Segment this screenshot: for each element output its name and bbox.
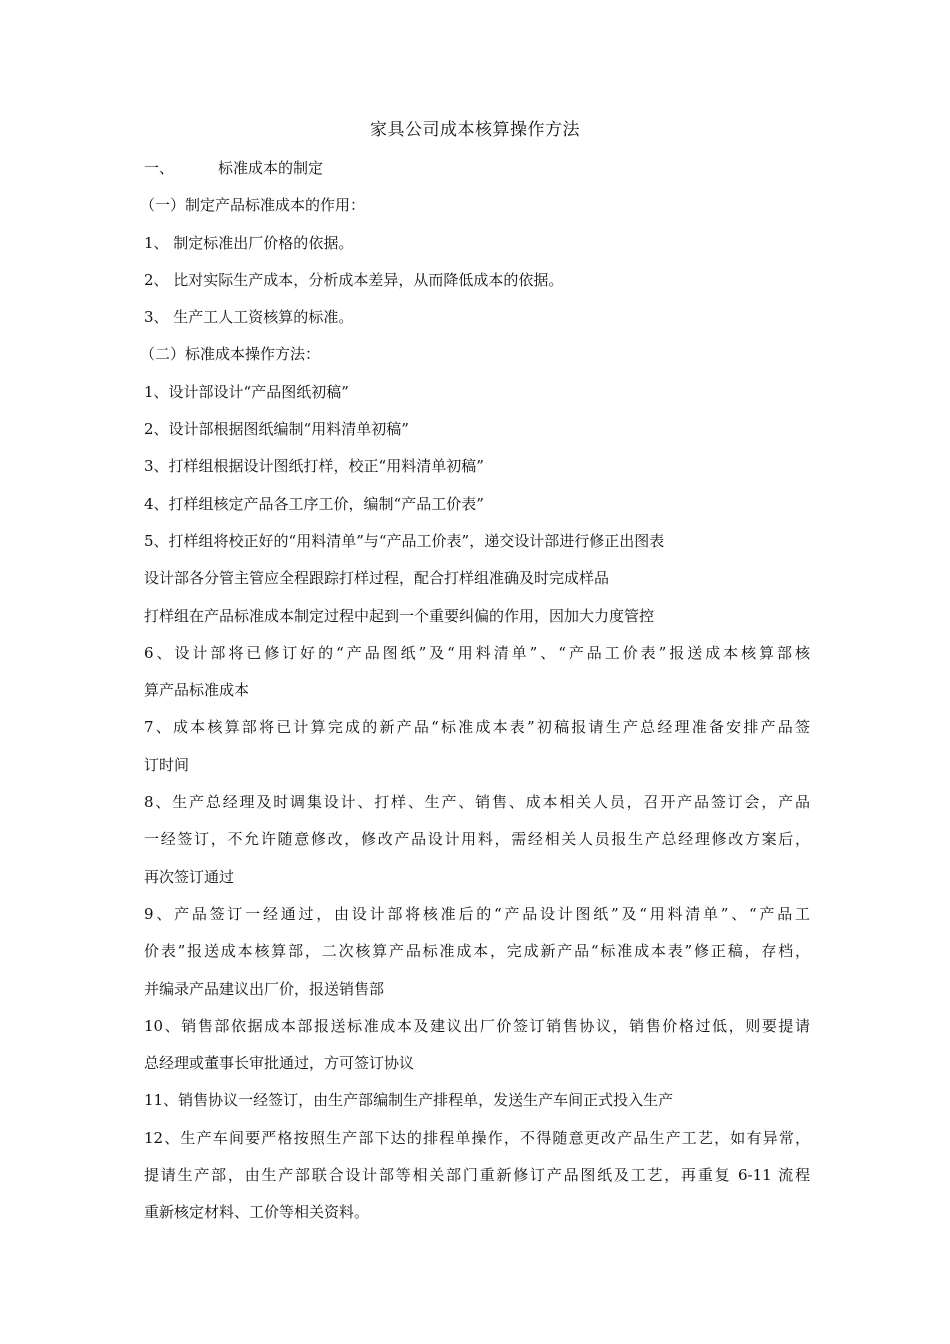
paragraph-line: 5、打样组将校正好的“用料清单”与“产品工价表”，递交设计部进行修正出图表 [144, 531, 665, 550]
paragraph-line: 一经签订，不允许随意修改，修改产品设计用料，需经相关人员报生产总经理修改方案后， [144, 830, 810, 849]
document-body [140, 150, 810, 1232]
subsection-heading: （一）制定产品标准成本的作用： [140, 196, 366, 215]
paragraph-line: 8、生产总经理及时调集设计、打样、生产、销售、成本相关人员，召开产品签订会，产品 [144, 793, 810, 812]
paragraph-line: 4、打样组核定产品各工序工价，编制“产品工价表” [144, 494, 484, 513]
paragraph-line: 12、生产车间要严格按照生产部下达的排程单操作，不得随意更改产品生产工艺，如有异常， [144, 1128, 810, 1147]
paragraph-line: 设计部各分管主管应全程跟踪打样过程，配合打样组准确及时完成样品 [144, 569, 610, 588]
paragraph-line: 10、销售部依据成本部报送标准成本及建议出厂价签订销售协议，销售价格过低，则要提请 [144, 1016, 810, 1035]
paragraph-line: 1、设计部设计“产品图纸初稿” [144, 382, 349, 401]
paragraph-line: 7、成本核算部将已计算完成的新产品“标准成本表”初稿报请生产总经理准备安排产品签 [144, 718, 810, 737]
paragraph-line: 2、 比对实际生产成本，分析成本差异，从而降低成本的依据。 [144, 270, 564, 289]
paragraph-line: 重新核定材料、工价等相关资料。 [144, 1203, 370, 1222]
paragraph-line: 3、打样组根据设计图纸打样，校正“用料清单初稿” [144, 457, 484, 476]
section-heading [144, 150, 810, 187]
paragraph-line: 3、 生产工人工资核算的标准。 [144, 308, 354, 327]
subsection-heading: （二）标准成本操作方法： [140, 345, 321, 364]
paragraph-line: 9、产品签订一经通过，由设计部将核准后的“产品设计图纸”及“用料清单”、“产品工 [144, 904, 810, 923]
paragraph-line: 11、销售协议一经签订，由生产部编制生产排程单，发送生产车间正式投入生产 [144, 1091, 674, 1110]
paragraph-line: 算产品标准成本 [144, 681, 250, 700]
section-number: 一、 [144, 159, 175, 177]
paragraph-line: 再次签订通过 [144, 867, 235, 886]
paragraph-line: 总经理或董事长审批通过，方可签订协议 [144, 1054, 415, 1073]
paragraph-line: 提请生产部，由生产部联合设计部等相关部门重新修订产品图纸及工艺，再重复 6-11 流程 [144, 1166, 810, 1185]
paragraph-line: 6、设计部将已修订好的“产品图纸”及“用料清单”、“产品工价表”报送成本核算部核 [144, 643, 810, 662]
paragraph-line: 1、 制定标准出厂价格的依据。 [144, 233, 354, 252]
paragraph-line: 2、设计部根据图纸编制“用料清单初稿” [144, 420, 409, 439]
document-title: 家具公司成本核算操作方法 [370, 120, 580, 140]
paragraph-line: 价表”报送成本核算部，二次核算产品标准成本，完成新产品“标准成本表”修正稿，存档， [144, 942, 810, 961]
section-title: 标准成本的制定 [218, 159, 324, 177]
paragraph-line: 打样组在产品标准成本制定过程中起到一个重要纠偏的作用，因加大力度管控 [144, 606, 655, 625]
paragraph-line: 订时间 [144, 755, 190, 774]
paragraph-line: 并编录产品建议出厂价，报送销售部 [144, 979, 385, 998]
